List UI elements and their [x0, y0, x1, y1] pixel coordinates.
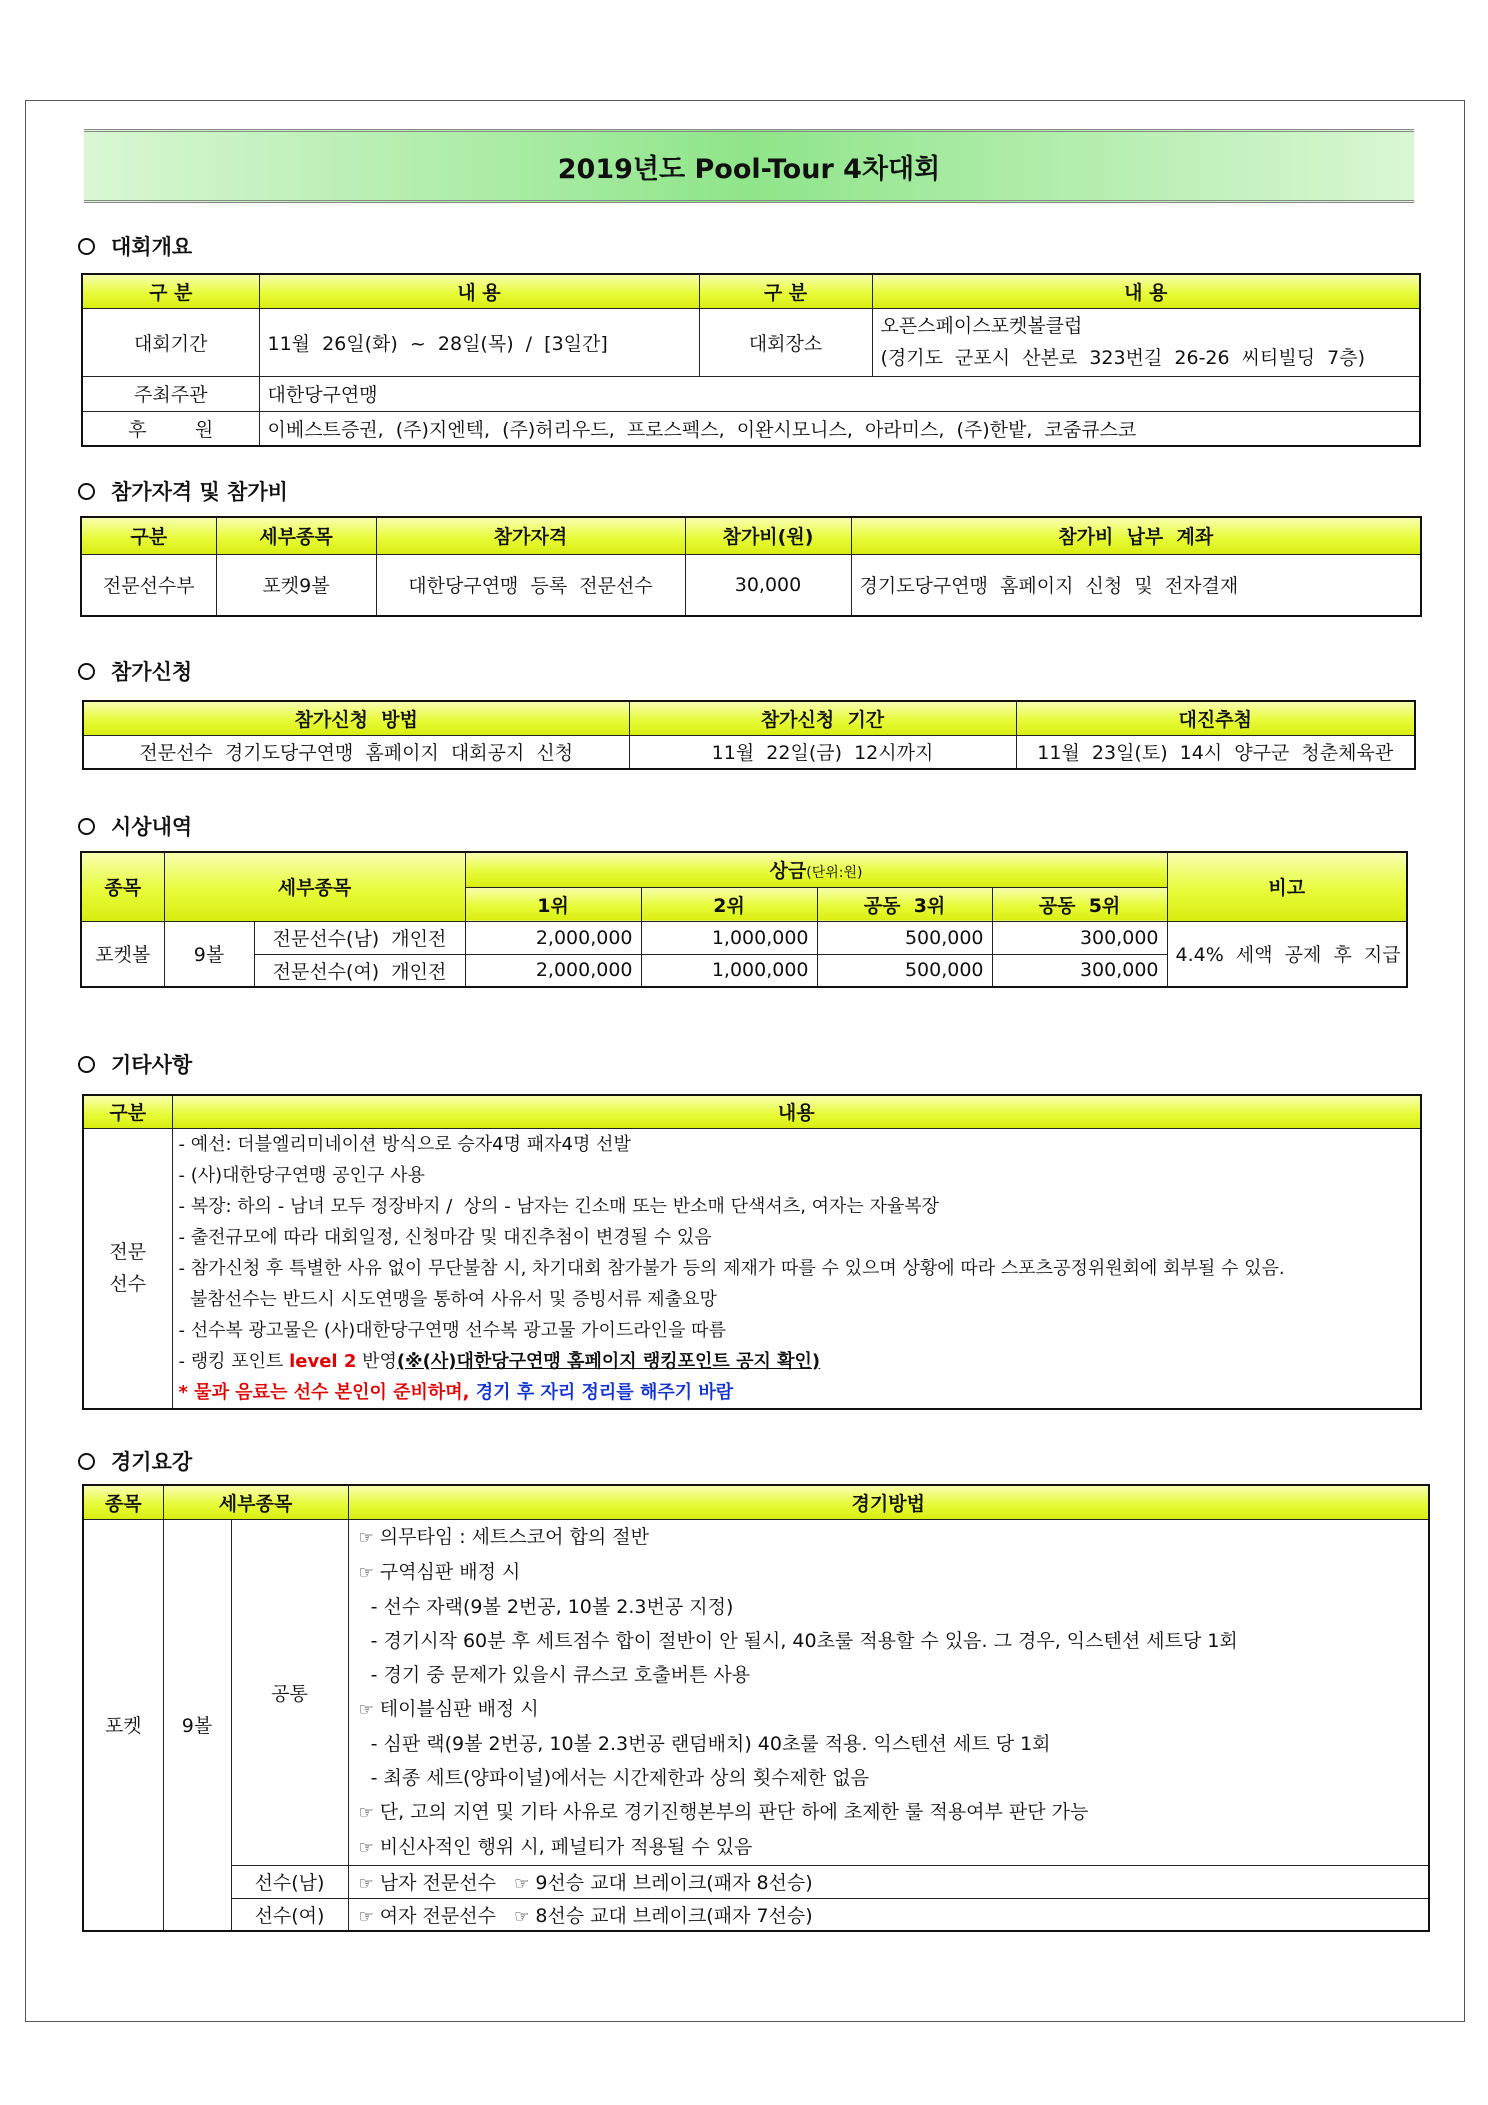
rules-common-line: - 경기 중 문제가 있을시 큐스코 호출버튼 사용	[358, 1663, 751, 1686]
prize-men-1: 2,000,000	[465, 921, 641, 954]
rules-common-line: - 선수 자랙(9볼 2번공, 10볼 2.3번공 지정)	[358, 1595, 734, 1618]
other-item: - 복장: 하의 - 남녀 모두 정장바지 / 상의 - 남자는 긴소매 또는 반소매 단색셔츠, 여자는 자율복장	[178, 1195, 940, 1217]
prize-header-amount: 상금(단위:원)	[465, 852, 1167, 887]
circle-bullet-icon	[78, 818, 95, 835]
other-item: 불참선수는 반드시 시도연맹을 통하여 사유서 및 증빙서류 제출요망	[178, 1288, 717, 1310]
ranking-notice: (※(사)대한당구연맹 홈페이지 랭킹포인트 공지 확인)	[396, 1350, 821, 1372]
ranking-level: level 2	[289, 1350, 357, 1372]
eligibility-header-account: 참가비 납부 계좌	[851, 517, 1421, 554]
rules-header-event: 종목	[83, 1485, 163, 1519]
hand-pointer-icon: ☞	[358, 1699, 374, 1720]
rules-women-content: ☞ 여자 전문선수 ☞ 8선승 교대 브레이크(패자 7선승)	[348, 1898, 1429, 1931]
rules-women-label: 선수(여)	[231, 1898, 348, 1931]
section-prizes-heading: 시상내역	[78, 811, 192, 841]
prize-unit: (단위:원)	[806, 865, 863, 882]
hand-pointer-icon: ☞	[358, 1527, 374, 1548]
application-header-method: 참가신청 방법	[83, 701, 629, 735]
section-eligibility-heading: 참가자격 및 참가비	[78, 476, 288, 506]
sponsor-value: 이베스트증권, (주)지엔텍, (주)허리우드, 프로스펙스, 이완시모니스, 아라미스, (주)한밭, 코줌큐스코	[259, 411, 1420, 446]
rules-header-method: 경기방법	[348, 1485, 1429, 1519]
eligibility-account: 경기도당구연맹 홈페이지 신청 및 전자결재	[851, 554, 1421, 616]
prize-women-3: 500,000	[817, 954, 992, 987]
rules-common-line: ☞ 비신사적인 행위 시, 페널티가 적용될 수 있음	[358, 1835, 753, 1858]
hand-pointer-icon: ☞	[514, 1906, 530, 1927]
prize-table	[80, 851, 1408, 988]
circle-bullet-icon	[78, 1056, 95, 1073]
prize-header-sub: 세부종목	[164, 852, 465, 921]
eligibility-category: 전문선수부	[81, 554, 216, 616]
prize-header-note: 비고	[1167, 852, 1407, 921]
application-header-draw: 대진추첨	[1016, 701, 1415, 735]
prize-men-2: 1,000,000	[641, 921, 817, 954]
section-application-heading: 참가신청	[78, 656, 192, 686]
hand-pointer-icon: ☞	[358, 1874, 374, 1894]
overview-header-content-2: 내 용	[872, 274, 1420, 308]
other-item: - 선수복 광고물은 (사)대한당구연맹 선수복 광고물 가이드라인을 따름	[178, 1319, 726, 1341]
eligibility-header-category: 구분	[81, 517, 216, 554]
section-rules-heading: 경기요강	[78, 1446, 192, 1476]
rules-header-sub: 세부종목	[163, 1485, 348, 1519]
section-overview-heading: 대회개요	[78, 231, 192, 261]
prize-women-2: 1,000,000	[641, 954, 817, 987]
overview-table	[81, 273, 1421, 447]
prize-row-men-name: 전문선수(남) 개인전	[254, 921, 465, 954]
rules-common-line: ☞ 테이블심판 배정 시	[358, 1697, 539, 1720]
prize-women-1: 2,000,000	[465, 954, 641, 987]
circle-bullet-icon	[78, 663, 95, 680]
period-label: 대회기간	[82, 308, 259, 376]
rules-common-line: - 심판 랙(9볼 2번공, 10볼 2.3번공 랜덤배치) 40초룰 적용. 익스텐션 세트 당 1회	[358, 1732, 1051, 1755]
prize-header-event: 종목	[81, 852, 164, 921]
section-other-heading: 기타사항	[78, 1049, 192, 1079]
overview-header-category: 구 분	[82, 274, 259, 308]
eligibility-header-qualification: 참가자격	[376, 517, 685, 554]
rules-event: 포켓	[83, 1519, 163, 1931]
prize-men-5: 300,000	[992, 921, 1167, 954]
circle-bullet-icon	[78, 1453, 95, 1470]
sponsor-label: 후 원	[82, 411, 259, 446]
prize-rank-1: 1위	[465, 887, 641, 921]
prize-ball: 9볼	[164, 921, 254, 987]
host-label: 주최주관	[82, 376, 259, 411]
prize-note: 4.4% 세액 공제 후 지급	[1167, 921, 1407, 987]
other-table	[82, 1094, 1422, 1410]
eligibility-qualification: 대한당구연맹 등록 전문선수	[376, 554, 685, 616]
overview-header-content: 내 용	[259, 274, 699, 308]
other-item: - (사)대한당구연맹 공인구 사용	[178, 1164, 425, 1186]
rules-common-line: ☞ 구역심판 배정 시	[358, 1560, 521, 1583]
hand-pointer-icon: ☞	[358, 1802, 374, 1823]
application-period: 11월 22일(금) 12시까지	[629, 735, 1016, 769]
prize-women-5: 300,000	[992, 954, 1167, 987]
application-header-period: 참가신청 기간	[629, 701, 1016, 735]
ranking-point-item: - 랭킹 포인트 level 2 반영(※(사)대한당구연맹 홈페이지 랭킹포인트 공지 확인)	[178, 1350, 821, 1372]
rules-common-content	[348, 1519, 1429, 1865]
rules-common-line: ☞ 의무타임 : 세트스코어 합의 절반	[358, 1525, 649, 1548]
prize-event: 포켓볼	[81, 921, 164, 987]
other-header-category: 구분	[83, 1095, 172, 1128]
title-banner	[84, 129, 1414, 203]
venue-name: 오픈스페이스포켓볼클럽	[880, 315, 1083, 337]
other-item: - 출전규모에 따라 대회일정, 신청마감 및 대진추첨이 변경될 수 있음	[178, 1226, 712, 1248]
rules-common-line: - 최종 세트(양파이널)에서는 시간제한과 상의 횟수제한 없음	[358, 1766, 870, 1789]
venue-label: 대회장소	[699, 308, 872, 376]
prize-rank-2: 2위	[641, 887, 817, 921]
overview-header-category-2: 구 분	[699, 274, 872, 308]
page-title: 2019년도 Pool-Tour 4차대회	[557, 153, 941, 185]
period-value: 11월 26일(화) ~ 28일(목) / [3일간]	[259, 308, 699, 376]
circle-bullet-icon	[78, 238, 95, 255]
eligibility-header-fee: 참가비(원)	[685, 517, 851, 554]
other-category: 전문 선수	[83, 1128, 172, 1409]
prize-row-women-name: 전문선수(여) 개인전	[254, 954, 465, 987]
other-item: - 참가신청 후 특별한 사유 없이 무단불참 시, 차기대회 참가불가 등의 제재가 따를 수 있으며 상황에 따라 스포츠공정위원회에 회부될 수 있음.	[178, 1257, 1285, 1279]
prize-rank-5: 공동 5위	[992, 887, 1167, 921]
other-content	[172, 1128, 1421, 1409]
eligibility-header-sub: 세부종목	[216, 517, 376, 554]
host-value: 대한당구연맹	[259, 376, 1420, 411]
eligibility-sub: 포켓9볼	[216, 554, 376, 616]
rules-table	[82, 1484, 1430, 1932]
other-item: - 예선: 더블엘리미네이션 방식으로 승자4명 패자4명 선발	[178, 1133, 631, 1155]
hand-pointer-icon: ☞	[358, 1837, 374, 1858]
rules-common-line: - 경기시작 60분 후 세트점수 합이 절반이 안 될시, 40초룰 적용할 수 있음. 그 경우, 익스텐션 세트당 1회	[358, 1629, 1238, 1652]
circle-bullet-icon	[78, 483, 95, 500]
application-draw: 11월 23일(토) 14시 양구군 청춘체육관	[1016, 735, 1415, 769]
rules-men-label: 선수(남)	[231, 1865, 348, 1898]
other-header-content: 내용	[172, 1095, 1421, 1128]
eligibility-fee: 30,000	[685, 554, 851, 616]
hand-pointer-icon: ☞	[358, 1562, 374, 1583]
eligibility-table	[80, 516, 1422, 617]
drinks-notice: * 물과 음료는 선수 본인이 준비하며, 경기 후 자리 정리를 해주기 바람	[178, 1381, 734, 1403]
prize-men-3: 500,000	[817, 921, 992, 954]
application-table	[82, 700, 1416, 770]
hand-pointer-icon: ☞	[514, 1874, 530, 1894]
rules-men-content: ☞ 남자 전문선수 ☞ 9선승 교대 브레이크(패자 8선승)	[348, 1865, 1429, 1898]
rules-common-label: 공통	[231, 1519, 348, 1865]
application-method: 전문선수 경기도당구연맹 홈페이지 대회공지 신청	[83, 735, 629, 769]
rules-common-line: ☞ 단, 고의 지연 및 기타 사유로 경기진행본부의 판단 하에 초제한 룰 적용여부 판단 가능	[358, 1800, 1089, 1823]
hand-pointer-icon: ☞	[358, 1906, 374, 1927]
venue-address: (경기도 군포시 산본로 323번길 26-26 씨티빌딩 7층)	[880, 347, 1366, 369]
prize-rank-3: 공동 3위	[817, 887, 992, 921]
rules-ball: 9볼	[163, 1519, 231, 1931]
